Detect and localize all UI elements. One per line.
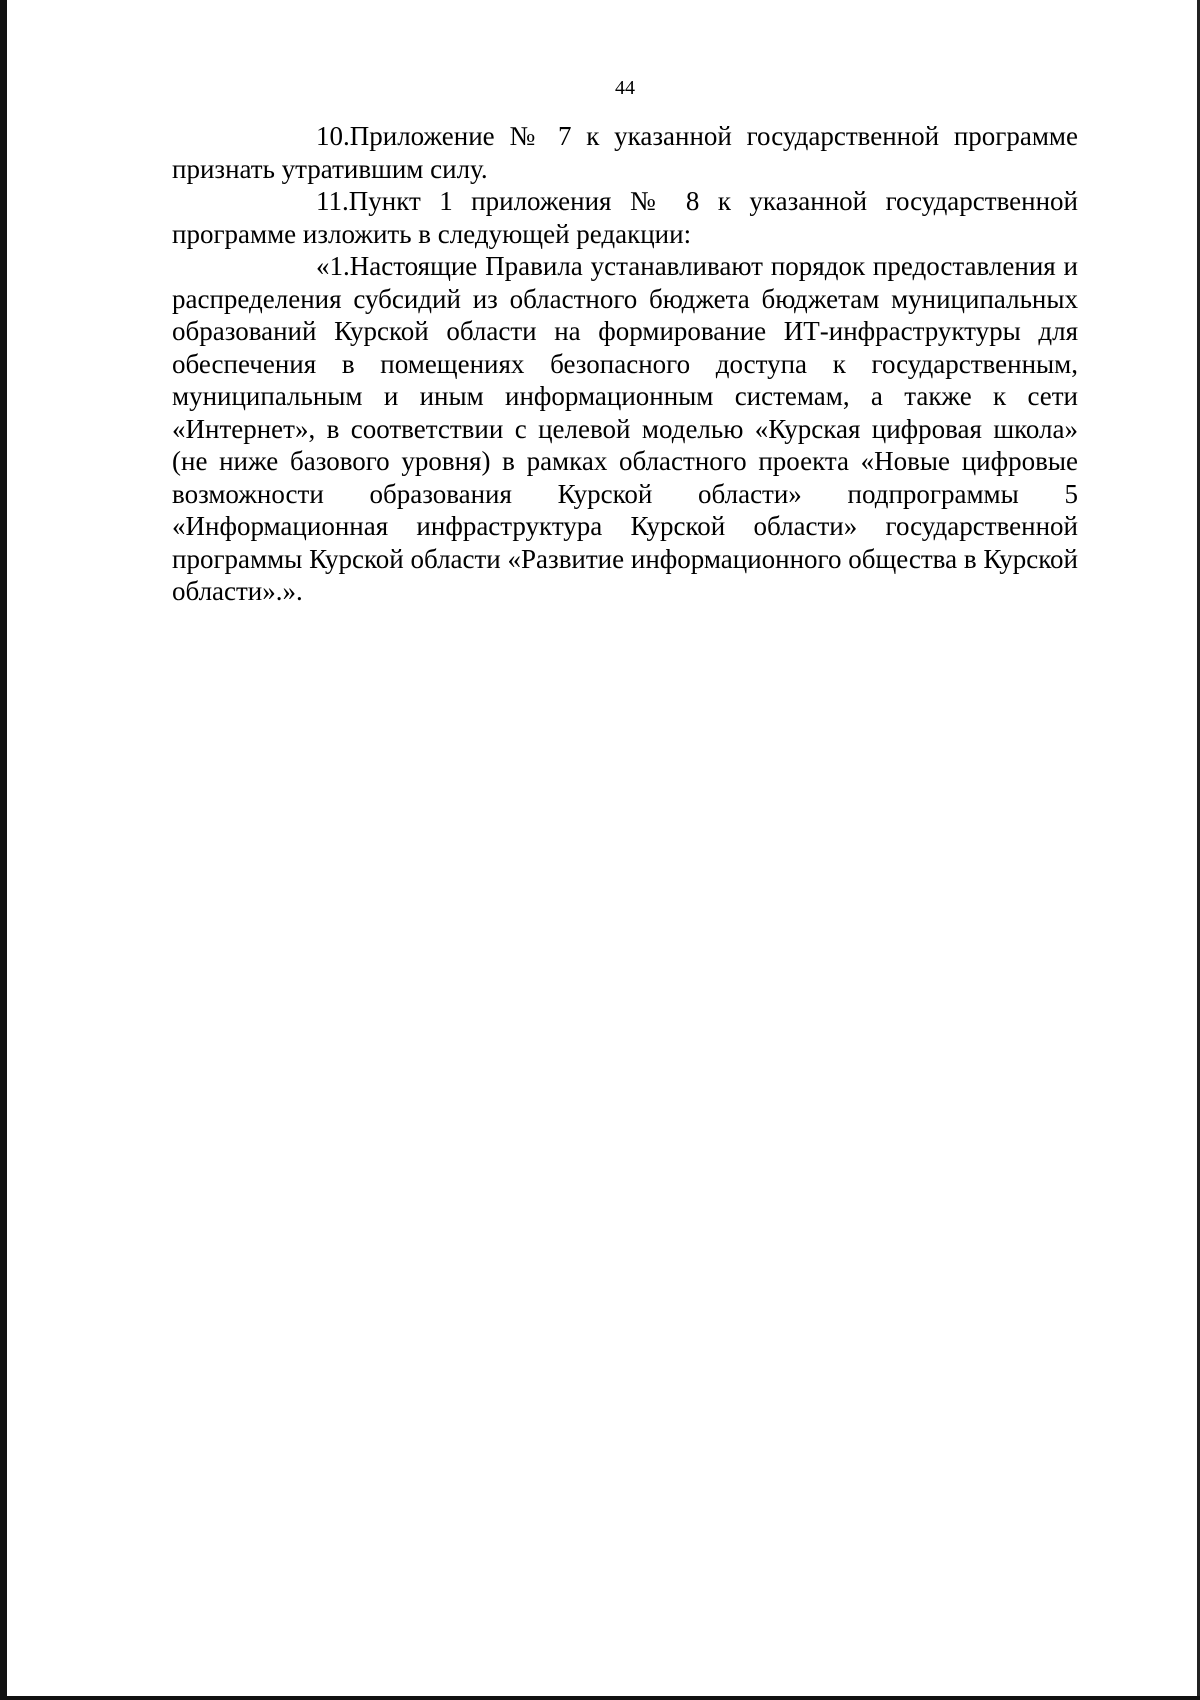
- paragraph-text: Настоящие Правила устанавливают порядок предоставления и распределения субсидий из областного бюджета бюджетам муниципальных образований Курской области на формирование ИТ-инфраструктуры для обеспечения в помещениях безопасного доступа к государственным, муниципальным и иным информационным системам, а также к сети «Интернет», в соответствии с целевой моделью «Курская цифровая школа» (не ниже базового уровня) в рамках областного проекта «Новые цифровые возможности образования Курской области» подпрограммы 5 «Информационная инфраструктура Курской области» государственной программы Курской области «Развитие информационного общества в Курской области».».: [172, 251, 1078, 606]
- document-page: [172, 72, 1078, 608]
- paragraph-number: 11.: [316, 186, 349, 216]
- paragraph-11: [172, 185, 1078, 250]
- paragraph-number: «1.: [316, 251, 350, 281]
- paragraph-quoted-rule-1: [172, 250, 1078, 608]
- paragraph-10: [172, 120, 1078, 185]
- paragraph-number: 10.: [316, 121, 350, 151]
- paragraph-text: Приложение № 7 к указанной государственной программе признать утратившим силу.: [172, 121, 1078, 184]
- scan-border-bottom: [0, 1696, 1200, 1700]
- scan-border-left: [0, 0, 7, 1700]
- page-number: 44: [615, 77, 635, 99]
- paragraph-text: Пункт 1 приложения № 8 к указанной государственной программе изложить в следующей редакции:: [172, 186, 1078, 249]
